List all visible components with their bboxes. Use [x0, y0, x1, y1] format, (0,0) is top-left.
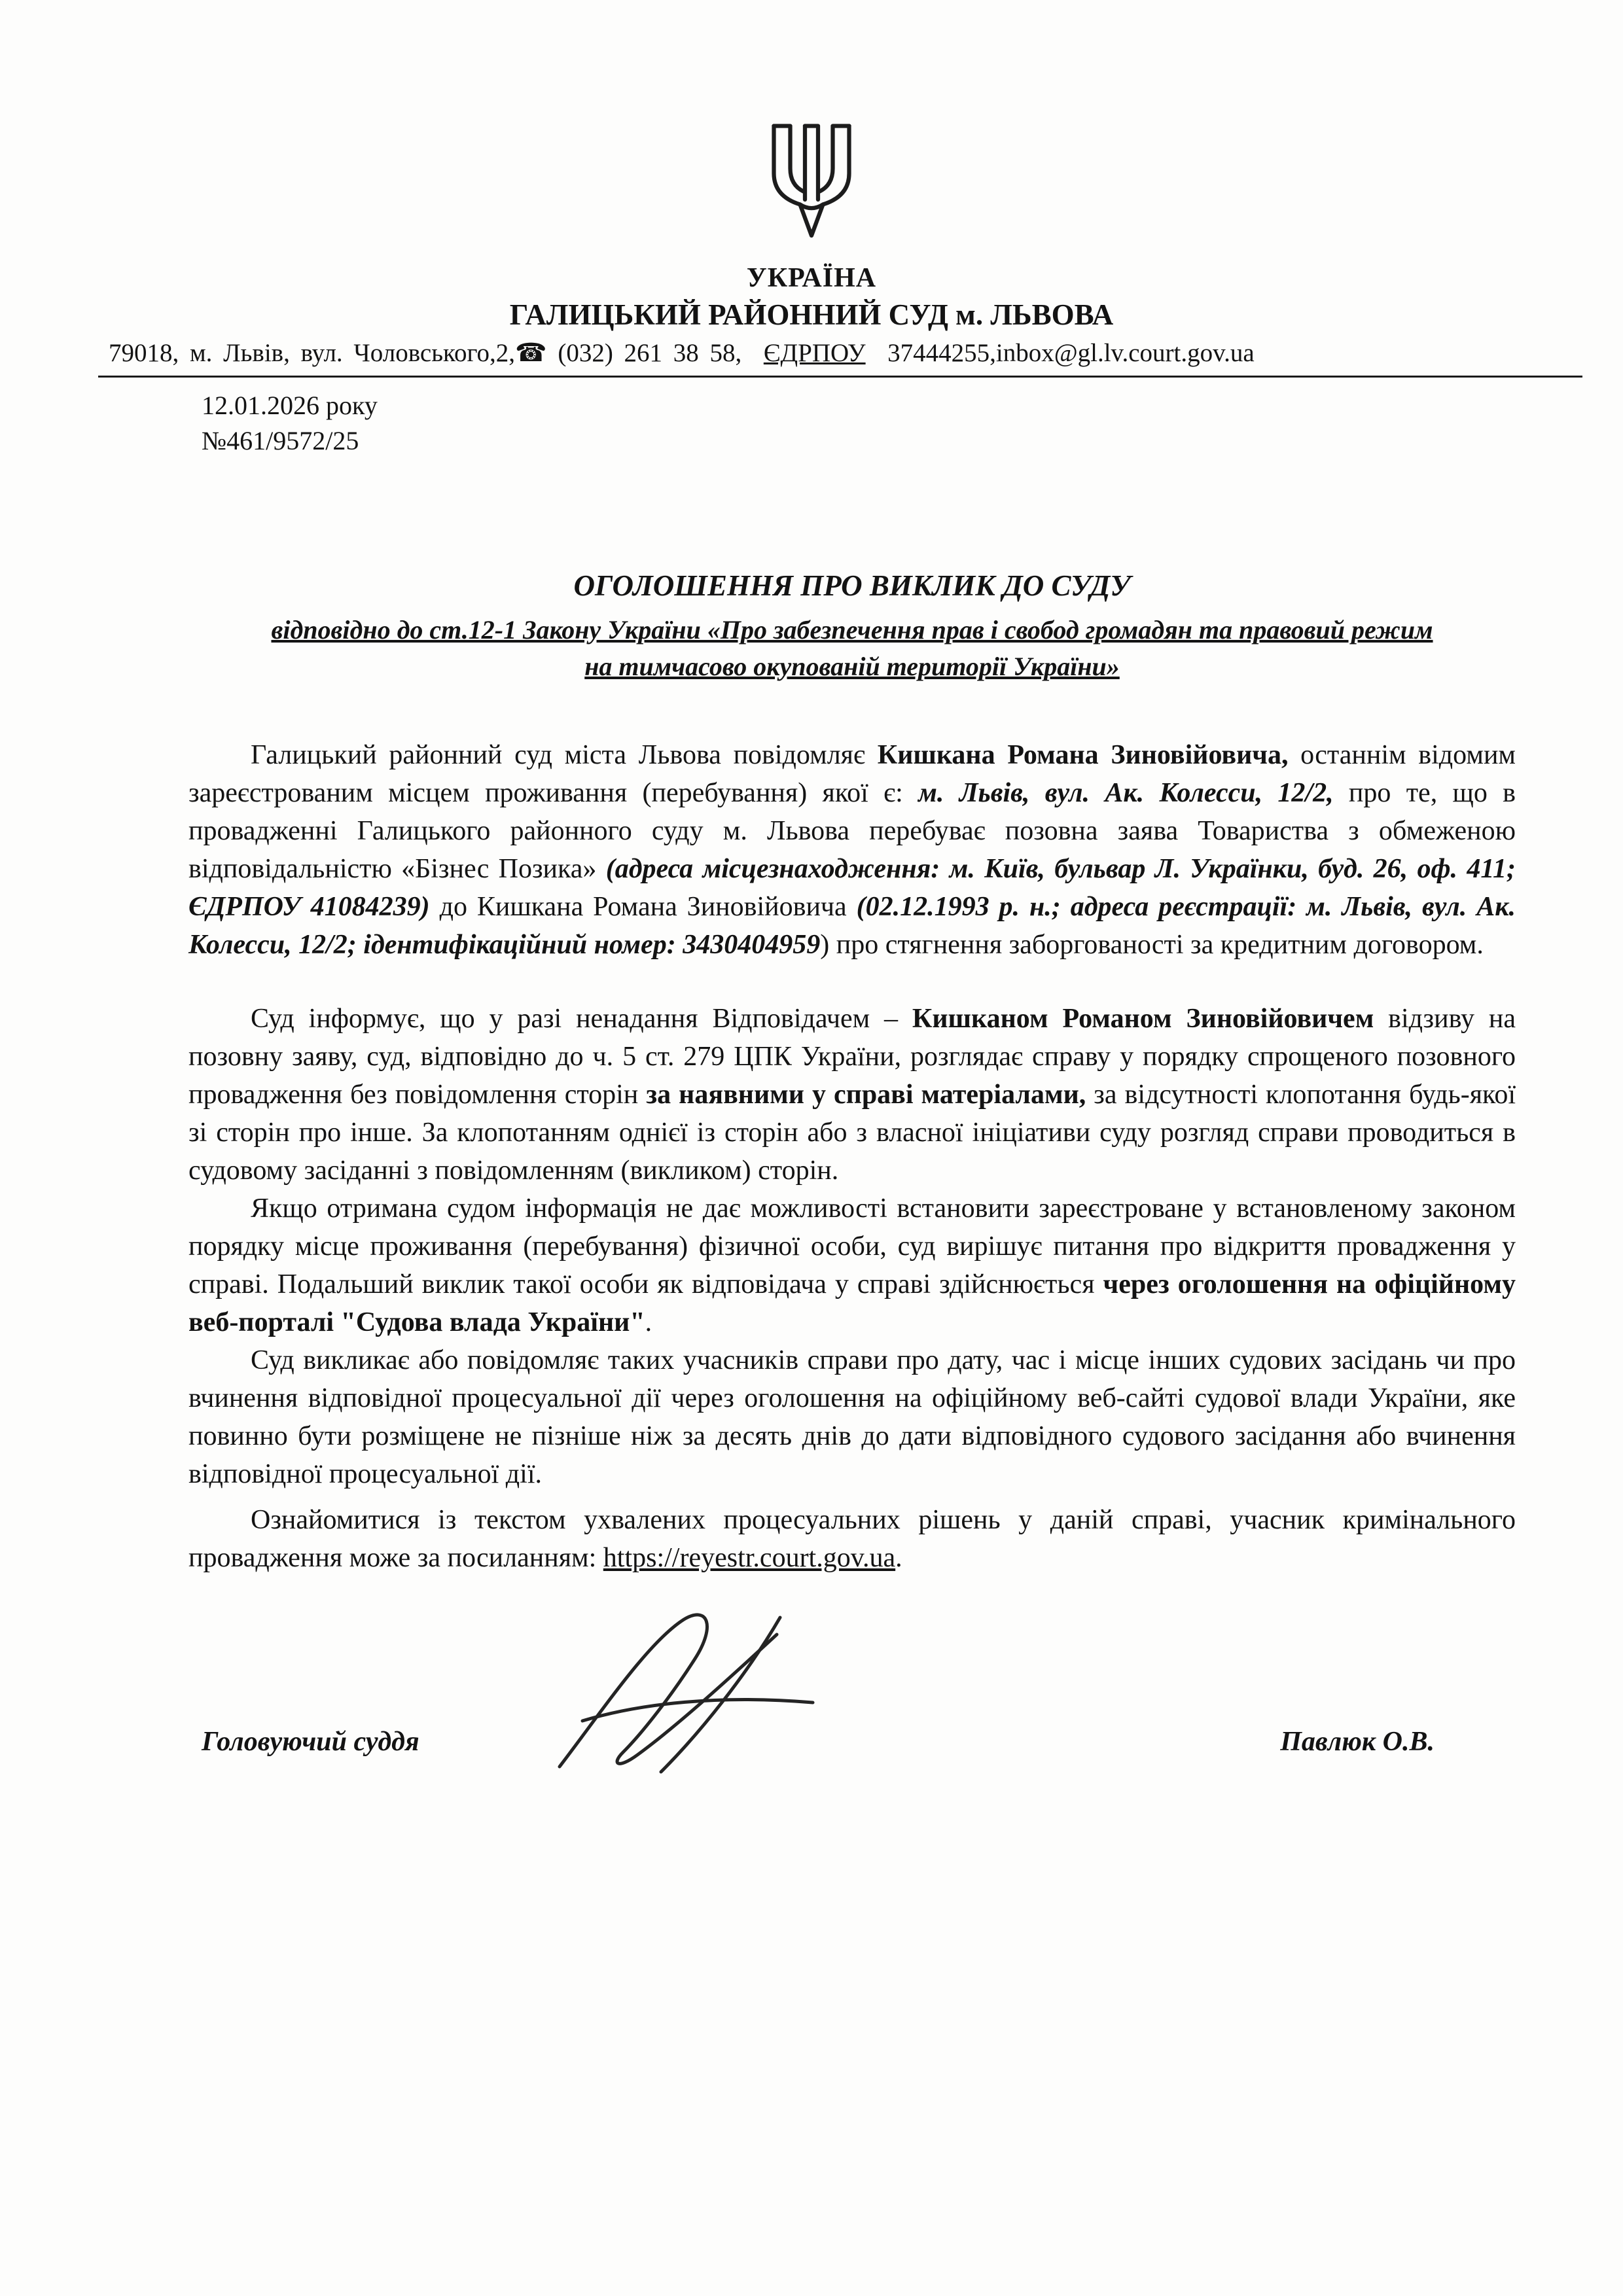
text-segment: Ознайомитися із текстом ухвалених процесуальних рішень у даній справі, учасник кримінального провадження може за посиланням: [188, 1505, 1516, 1573]
body-paragraph-3 [188, 1190, 1516, 1341]
country-name: УКРАЇНА [746, 263, 877, 293]
text-segment: останнім відомим зареєстрованим місцем проживання (перебування) якої є: [188, 740, 1516, 808]
text-segment: про те, що в провадженні Галицького районного суду м. Львова перебуває позовна заява Товариства з обмеженою відповідальністю «Бізнес Позика» [188, 778, 1516, 884]
document-title: ОГОЛОШЕННЯ ПРО ВИКЛИК ДО СУДУ [573, 569, 1131, 602]
respondent-details: (02.12.1993 р. н.; адреса реєстрації: м. Львів, вул. Ак. Колесси, 12/2; ідентифікаційний номер: 3430404959 [188, 892, 1516, 960]
judge-title: Головуючий суддя [202, 1727, 419, 1757]
case-number: №461/9572/25 [202, 426, 359, 455]
text-segment: ) про стягнення заборгованості за кредитним договором. [820, 930, 1484, 960]
text-segment: . [645, 1307, 652, 1337]
emblem-container [0, 0, 1623, 252]
reyestr-link[interactable]: https://reyestr.court.gov.ua [603, 1543, 896, 1573]
judge-name: Павлюк О.В. [1280, 1727, 1435, 1757]
court-address: 79018, м. Львів, вул. Чоловського,2, [109, 339, 515, 367]
text-segment: Галицький районний суд міста Львова повідомляє [251, 740, 878, 770]
signature-block [0, 1616, 1623, 1832]
body-paragraph-4 [188, 1341, 1516, 1493]
body-paragraph-1 [188, 736, 1516, 964]
text-segment: . [895, 1543, 902, 1573]
court-address-line [98, 338, 1582, 378]
edrpou-and-email: 37444255,inbox@gl.lv.court.gov.ua [887, 339, 1255, 367]
subtitle-line-2: на тимчасово окупованій території України» [584, 652, 1120, 681]
text-segment: Суд викликає або повідомляє таких учасників справи про дату, час і місце інших судових засідань чи про вчинення відповідної процесуальної дії через оголошення на офіційному веб-сайті судової влади України, яке повинно бути розміщене не пізніше ніж за десять днів до дати відповідного судового засідання або вчинення відповідної процесуальної дії. [188, 1345, 1516, 1489]
edrpou-label: ЄДРПОУ [763, 339, 866, 367]
ukraine-trident-emblem-icon [762, 118, 861, 252]
subtitle-line-1: відповідно до ст.12-1 Закону України «Про забезпечення прав і свобод громадян та правовий режим [271, 615, 1433, 645]
emphasized-text: через оголошення на офіційному веб-порталі "Судова влада України" [188, 1269, 1516, 1337]
document-meta [202, 388, 1623, 459]
body-paragraph-5 [188, 1501, 1516, 1577]
text-segment: за відсутності клопотання будь-якої зі сторін про інше. За клопотанням однієї із сторін або з власної ініціативи суду розгляд справи проводиться в судовому засіданні з повідомленням (викликом) сторін. [188, 1080, 1516, 1186]
body-paragraph-2 [188, 1000, 1516, 1190]
emphasized-text: за наявними у справі матеріалами, [646, 1080, 1086, 1110]
claimant-address: (адреса місцезнаходження: м. Київ, бульвар Л. Українки, буд. 26, оф. 411; ЄДРПОУ 41084239) [188, 854, 1516, 922]
text-segment: Суд інформує, що у разі ненадання Відповідачем – [251, 1004, 912, 1034]
court-name: ГАЛИЦЬКИЙ РАЙОННИЙ СУД м. ЛЬВОВА [509, 298, 1114, 331]
respondent-name: Кишкана Романа Зиновійовича, [877, 740, 1289, 770]
judge-signature-image [537, 1597, 844, 1790]
document-date: 12.01.2026 року [202, 391, 378, 420]
court-phone: (032) 261 38 58, [558, 339, 742, 367]
respondent-address: м. Львів, вул. Ак. Колесси, 12/2, [918, 778, 1334, 808]
text-segment: до Кишкана Романа Зиновійовича [429, 892, 857, 922]
respondent-name: Кишканом Романом Зиновійовичем [912, 1004, 1374, 1034]
text-segment: відзиву на позовну заяву, суд, відповідно до ч. 5 ст. 279 ЦПК України, розглядає справу у порядку спрощеного позовного провадження без повідомлення сторін [188, 1004, 1516, 1110]
phone-icon: ☎ [514, 339, 547, 367]
document-subtitle [188, 612, 1516, 685]
text-segment: Якщо отримана судом інформація не дає можливості встановити зареєстроване у встановленому законом порядку місце проживання (перебування) фізичної особи, суд вирішує питання про відкриття провадження у справі. Подальший виклик такої особи як відповідача у справі здійснюється [188, 1193, 1516, 1299]
